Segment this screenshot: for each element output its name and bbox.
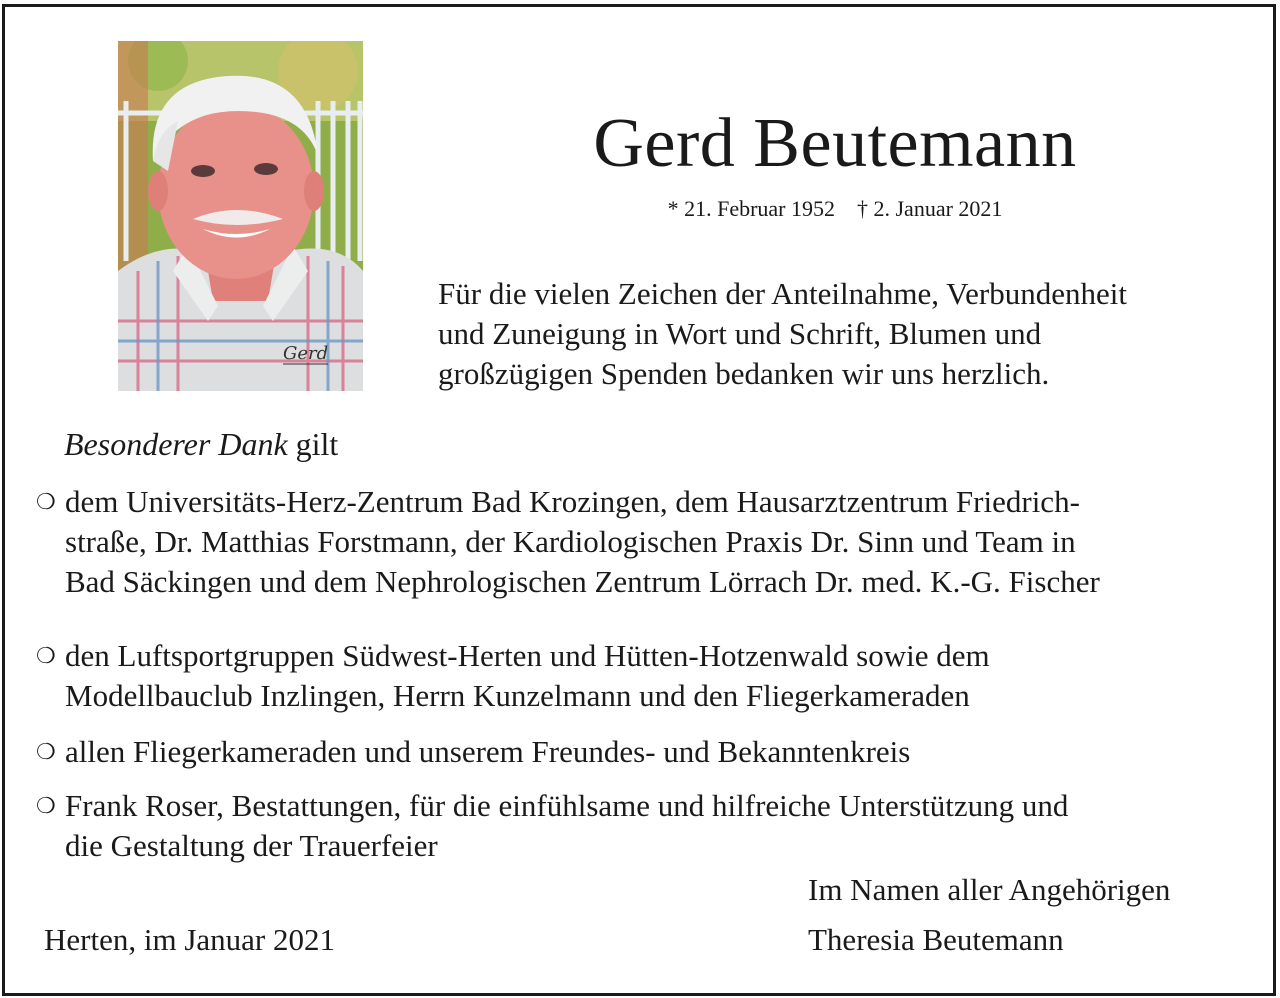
thanks-paragraph (438, 274, 1258, 394)
thanks-list-item (28, 732, 1258, 772)
on-behalf-text: Im Namen aller Angehörigen (808, 872, 1171, 907)
list-item-line: dem Universitäts-Herz-Zentrum Bad Krozingen, dem Hausarztzentrum Friedrich- (65, 484, 1080, 519)
special-thanks-rest: gilt (287, 426, 339, 462)
list-item-line: straße, Dr. Matthias Forstmann, der Kardiologischen Praxis Dr. Sinn und Team in (65, 524, 1076, 559)
thanks-list-item (28, 786, 1258, 866)
death-date: † 2. Januar 2021 (857, 196, 1003, 221)
birth-date: * 21. Februar 1952 (667, 196, 835, 221)
thanks-list-item (28, 482, 1258, 602)
list-item-line: Bad Säckingen und dem Nephrologischen Zentrum Lörrach Dr. med. K.-G. Fischer (65, 564, 1100, 599)
thanks-line: und Zuneigung in Wort und Schrift, Blumen und (438, 316, 1042, 351)
life-dates (400, 196, 1270, 222)
circle-bullet-icon: ❍ (36, 489, 56, 514)
shirt-embroidery: Gerd (283, 343, 329, 364)
special-thanks-heading (64, 424, 338, 464)
signer-name: Theresia Beutemann (808, 922, 1064, 957)
circle-bullet-icon: ❍ (36, 643, 56, 668)
circle-bullet-icon: ❍ (36, 739, 56, 764)
list-item-line: Modellbauclub Inzlingen, Herrn Kunzelmann und den Fliegerkameraden (65, 678, 970, 713)
thanks-line: großzügigen Spenden bedanken wir uns herzlich. (438, 356, 1050, 391)
thanks-list-item (28, 636, 1258, 716)
list-item-line: Frank Roser, Bestattungen, für die einfühlsame und hilfreiche Unterstützung und (65, 788, 1069, 823)
list-item-line: die Gestaltung der Trauerfeier (65, 828, 438, 863)
list-item-line: allen Fliegerkameraden und unserem Freundes- und Bekanntenkreis (65, 734, 911, 769)
place-date: Herten, im Januar 2021 (44, 922, 335, 957)
special-thanks-italic: Besonderer Dank (64, 426, 288, 462)
portrait-photo (118, 41, 363, 391)
deceased-name: Gerd Beutemann (593, 105, 1077, 182)
circle-bullet-icon: ❍ (36, 793, 56, 818)
list-item-line: den Luftsportgruppen Südwest-Herten und Hütten-Hotzenwald sowie dem (65, 638, 990, 673)
thanks-line: Für die vielen Zeichen der Anteilnahme, Verbundenheit (438, 276, 1127, 311)
